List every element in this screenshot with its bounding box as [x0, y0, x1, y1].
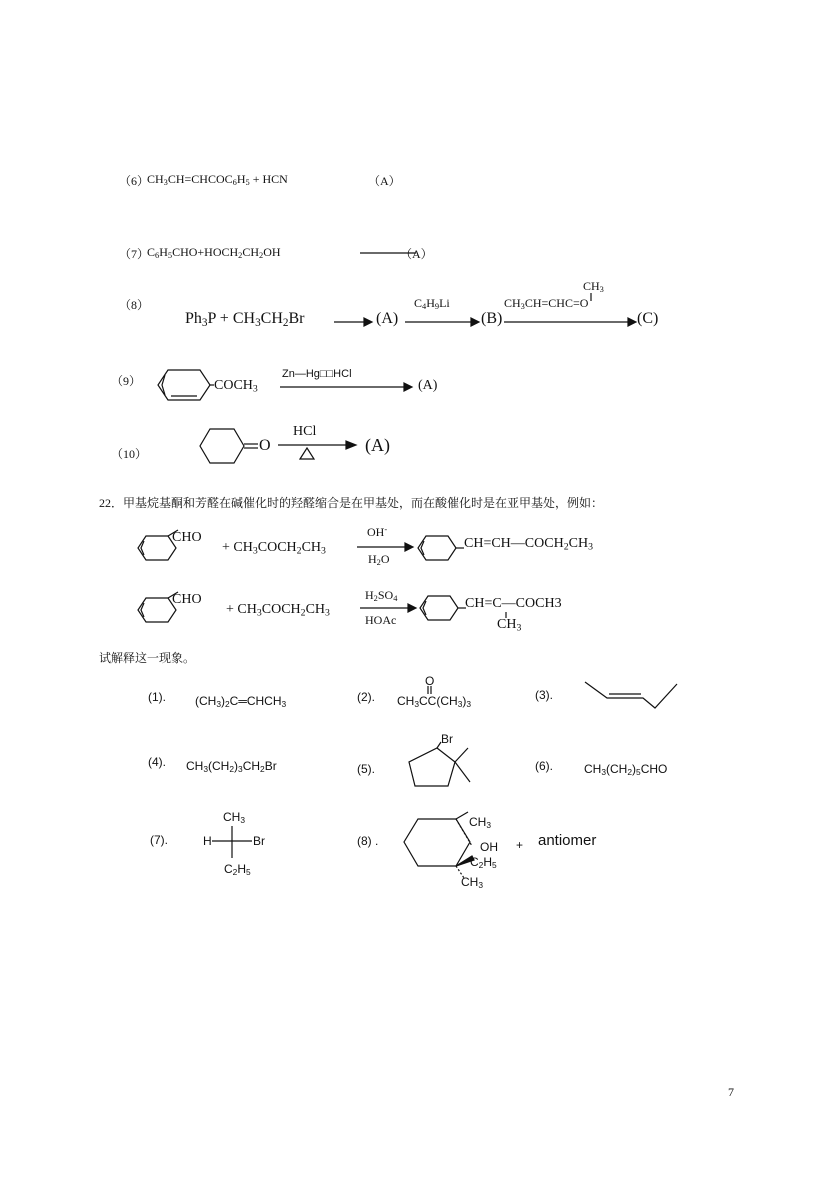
answer-8-number: (8) .: [357, 834, 379, 848]
q22-closing: 试解释这一现象。: [99, 651, 196, 665]
answer-7-fischer-cross: [212, 826, 257, 862]
rxn8-reagent-1: $C_4H_9Li$: [414, 296, 450, 312]
answer-2-number: (2).: [357, 690, 375, 704]
rxn8-reactants: $Ph_3P + CH_3CH_2Br$: [185, 310, 305, 329]
q22-r1-aldehyde: CHO: [172, 530, 202, 545]
rxn10-arrow: [278, 441, 364, 461]
answer-6-formula: $CH_3(CH_2)_5CHO$: [584, 762, 668, 778]
answer-8-methyl-top: $CH_3$: [469, 815, 492, 831]
q22-r2-aldehyde: CHO: [172, 592, 202, 607]
rxn7-number: （7）: [119, 247, 150, 261]
rxn6-formula: $CH_3CH=CHCOC_6H_5$ + HCN: [147, 172, 288, 188]
rxn9-benzene-ring: [158, 369, 214, 403]
rxn10-cyclohexanone-ring: [200, 428, 264, 466]
answer-4-formula: $CH_3(CH_2)_3CH_2Br$: [186, 759, 277, 775]
q22-statement: 22．甲基烷基酮和芳醛在碱催化时的羟醛缩合是在甲基处，而在酸催化时是在亚甲基处，例如：: [99, 496, 604, 510]
q22-r2-condition-bottom: HOAc: [365, 613, 397, 627]
q22-r1-ketone: + $CH_3COCH_2CH_3$: [222, 540, 326, 557]
answer-4-number: (4).: [148, 755, 166, 769]
rxn8-arrow-3: [504, 318, 644, 328]
answer-2-formula: $CH_3CC(CH_3)_3$: [397, 694, 472, 710]
page-number: 7: [728, 1085, 734, 1099]
q22-r2-product-benzene-ring: [420, 592, 468, 622]
answer-8-ethyl: $C_2H_5$: [470, 855, 497, 871]
rxn6-number: （6）: [119, 174, 150, 188]
answer-3-cis-pentene-skeleton: [585, 680, 680, 710]
answer-5-number: (5).: [357, 762, 375, 776]
rxn9-acetyl-group: $COCH_3$: [214, 378, 258, 395]
answer-8-plus: +: [516, 838, 524, 852]
rxn8-intermediate-a: (A): [376, 310, 399, 327]
rxn6-product: （A）: [368, 174, 401, 188]
answer-7-hydrogen: H: [203, 834, 212, 848]
rxn9-product: (A): [418, 378, 438, 393]
answer-8-methyl-bottom: $CH_3$: [461, 875, 484, 891]
rxn10-number: （10）: [111, 447, 148, 461]
q22-r2-product-methyl: $CH_3$: [497, 617, 522, 634]
q22-r1-condition-top: OH-: [367, 525, 388, 539]
rxn8-reagent-2-methyl: $CH_3$: [583, 279, 604, 295]
rxn8-product-c: (C): [637, 310, 659, 327]
rxn8-number: （8）: [119, 298, 150, 312]
answer-5-dimethylcyclopentane-ring: [405, 742, 475, 792]
q22-r2-ketone: + $CH_3COCH_2CH_3$: [226, 602, 330, 619]
answer-1-formula: $(CH_3)_2C═CHCH_3$: [195, 694, 287, 710]
q22-r2-product: CH=C—COCH3: [465, 596, 562, 611]
answer-3-number: (3).: [535, 688, 553, 702]
rxn7-formula: $C_6H_5CHO+HOCH_2CH_2OH$: [147, 245, 281, 261]
answer-7-number: (7).: [150, 833, 168, 847]
rxn10-reagent: HCl: [293, 424, 317, 439]
rxn8-arrow-2: [405, 318, 485, 328]
answer-2-carbonyl-oxygen: O: [425, 674, 435, 688]
rxn8-arrow-1: [334, 318, 374, 328]
rxn9-reagent: Zn—Hg□□HCl: [282, 368, 352, 380]
answer-8-hydroxyl: OH: [480, 840, 498, 854]
q22-r1-condition-bottom: $H_2O$: [368, 552, 390, 568]
answer-6-number: (6).: [535, 759, 553, 773]
answer-7-ethyl: $C_2H_5$: [224, 862, 251, 878]
rxn8-intermediate-b: (B): [481, 310, 503, 327]
q22-r1-product-benzene-ring: [418, 532, 466, 562]
rxn9-arrow: [280, 383, 420, 393]
q22-r1-product: $CH=CH—COCH_2CH_3$: [464, 536, 593, 553]
answer-1-number: (1).: [148, 690, 166, 704]
rxn10-carbonyl-oxygen: O: [259, 437, 271, 454]
answer-5-bromine: Br: [441, 732, 453, 746]
rxn8-reagent-2: $CH_3CH=CHC=O$: [504, 296, 589, 312]
rxn9-number: （9）: [111, 374, 142, 388]
answer-7-bromine: Br: [253, 834, 265, 848]
q22-r2-condition-top: $H_2SO_4$: [365, 588, 398, 604]
answer-7-methyl: $CH_3$: [223, 810, 246, 826]
rxn8-reagent-2-bond: [590, 293, 594, 303]
rxn10-product: (A): [365, 435, 390, 455]
answer-8-antiomer: antiomer: [538, 832, 597, 849]
rxn7-product: （A）: [400, 247, 433, 261]
